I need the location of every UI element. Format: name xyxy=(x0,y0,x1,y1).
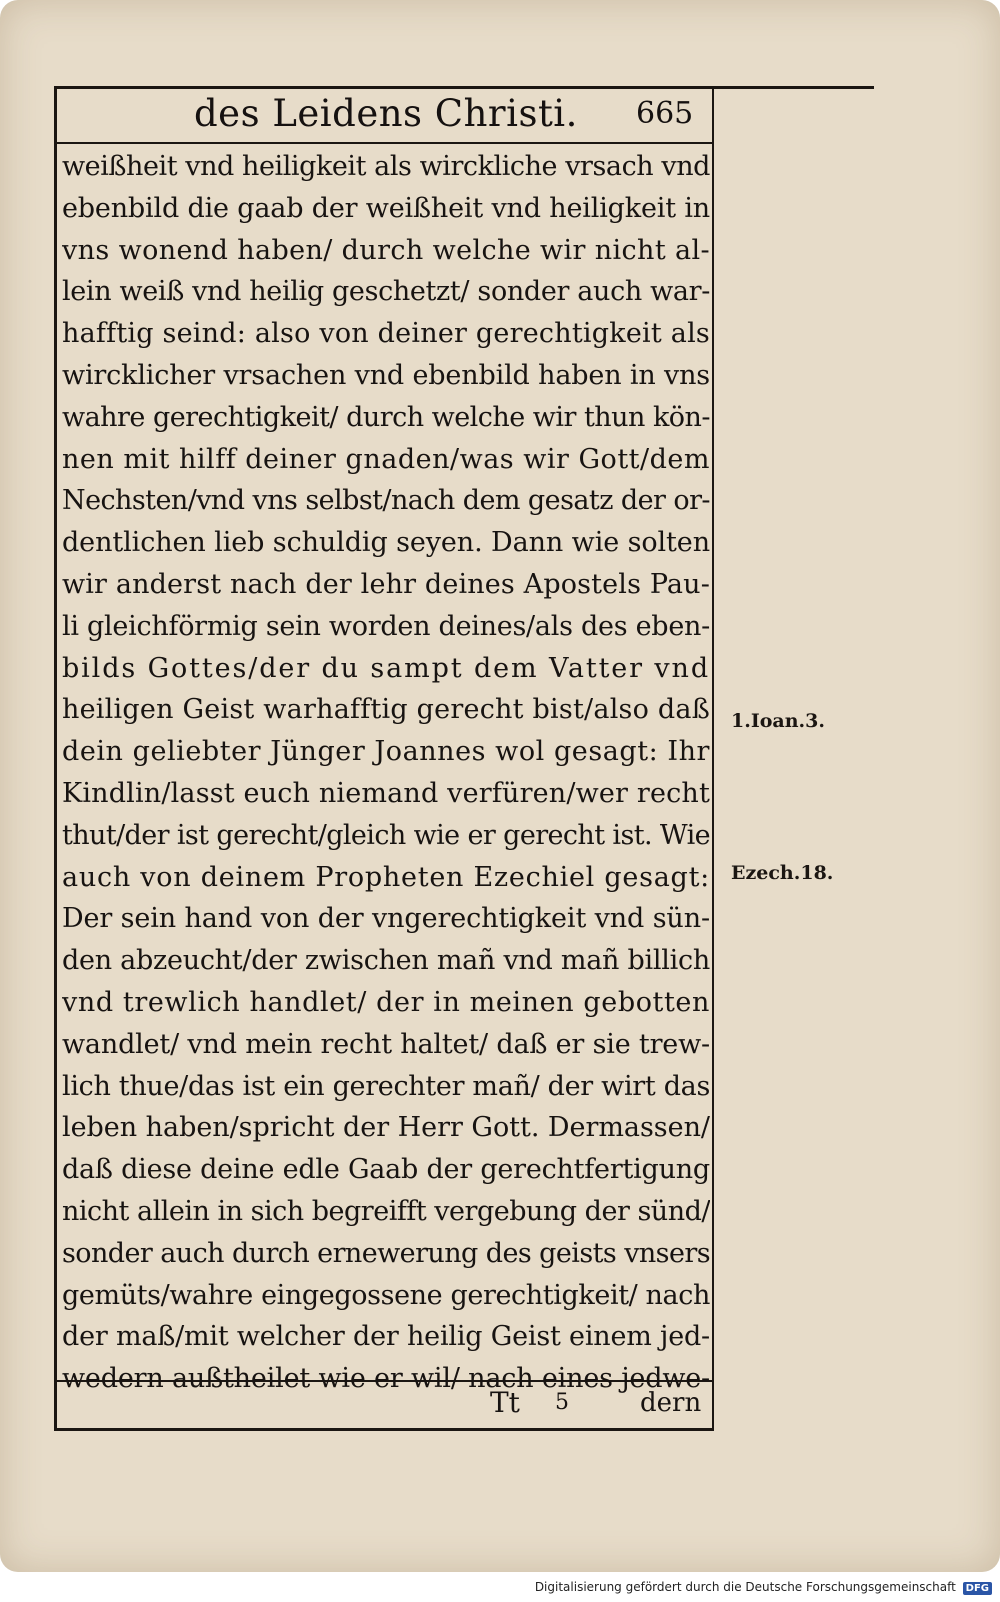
signature-mark: Tt xyxy=(490,1386,520,1419)
frame-right-rule xyxy=(712,86,714,1430)
text-line: lein weiß vnd heilig geschetzt/ sonder auch war- xyxy=(62,276,710,308)
text-line: auch von deinem Propheten Ezechiel gesagt: xyxy=(62,861,710,893)
text-line: wahre gerechtigkeit/ durch welche wir thun kön- xyxy=(62,401,710,433)
text-line: wandlet/ vnd mein recht haltet/ daß er sie trew- xyxy=(62,1028,710,1060)
text-line: der maß/mit welcher der heilig Geist einem jed- xyxy=(62,1321,710,1353)
catchword: dern xyxy=(640,1388,702,1418)
header-rule xyxy=(54,142,712,144)
text-line: wir anderst nach der lehr deines Apostels Pau- xyxy=(62,568,710,600)
running-title: des Leidens Christi. xyxy=(194,92,578,135)
text-line: ebenbild die gaab der weißheit vnd heiligkeit in xyxy=(62,192,710,224)
text-line: lich thue/das ist ein gerechter mañ/ der wirt das xyxy=(62,1070,710,1102)
text-line: dentlichen lieb schuldig seyen. Dann wie solten xyxy=(62,527,710,559)
text-line: gemüts/wahre eingegossene gerechtigkeit/ nach xyxy=(62,1279,710,1311)
bottom-rule xyxy=(54,1428,714,1431)
text-line: heiligen Geist warhafftig gerecht bist/also daß xyxy=(62,694,710,726)
text-line: vns wonend haben/ durch welche wir nicht al- xyxy=(62,234,710,266)
text-line: nen mit hilff deiner gnaden/was wir Gott/dem xyxy=(62,443,710,475)
page-number: 665 xyxy=(636,96,694,131)
text-line: bilds Gottes/der du sampt dem Vatter vnd xyxy=(62,652,710,684)
credit-text: Digitalisierung gefördert durch die Deutsche Forschungsgemeinschaft xyxy=(534,1580,956,1594)
text-line: sonder auch durch ernewerung des geists vnsers xyxy=(62,1237,710,1269)
text-line: li gleichförmig sein worden deines/als des eben- xyxy=(62,610,710,642)
text-line: Der sein hand von der vngerechtigkeit vnd sün- xyxy=(62,903,710,935)
text-line: leben haben/spricht der Herr Gott. Dermassen/ xyxy=(62,1112,710,1144)
signature-number: 5 xyxy=(555,1390,569,1415)
text-line: daß diese deine edle Gaab der gerechtfertigung xyxy=(62,1154,710,1186)
text-line: nicht allein in sich begreifft vergebung der sünd/ xyxy=(62,1195,710,1227)
text-line: Nechsten/vnd vns selbst/nach dem gesatz der or- xyxy=(62,485,710,517)
text-line: thut/der ist gerecht/gleich wie er gerecht ist. Wie xyxy=(62,819,710,851)
margin-note-john: 1.Ioan.3. xyxy=(731,710,825,732)
digitization-credit xyxy=(535,1580,992,1595)
frame-left-rule xyxy=(54,86,57,1430)
text-line: vnd trewlich handlet/ der in meinen gebotten xyxy=(62,986,710,1018)
text-line: wircklicher vrsachen vnd ebenbild haben in vns xyxy=(62,359,710,391)
text-line: Kindlin/lasst euch niemand verfüren/wer recht xyxy=(62,777,710,809)
margin-note-ezekiel: Ezech.18. xyxy=(731,862,834,884)
frame-top-rule xyxy=(54,86,874,89)
dfg-logo: DFG xyxy=(963,1582,992,1595)
text-line: wedern außtheilet wie er wil/ nach eines jedwe- xyxy=(62,1363,710,1395)
text-line: weißheit vnd heiligkeit als wirckliche vrsach vnd xyxy=(62,151,710,182)
text-line: den abzeucht/der zwischen mañ vnd mañ billich xyxy=(62,945,710,977)
body-text xyxy=(62,146,710,1400)
text-line: dein geliebter Jünger Joannes wol gesagt: Ihr xyxy=(62,736,710,768)
text-line: hafftig seind: also von deiner gerechtigkeit als xyxy=(62,318,710,350)
